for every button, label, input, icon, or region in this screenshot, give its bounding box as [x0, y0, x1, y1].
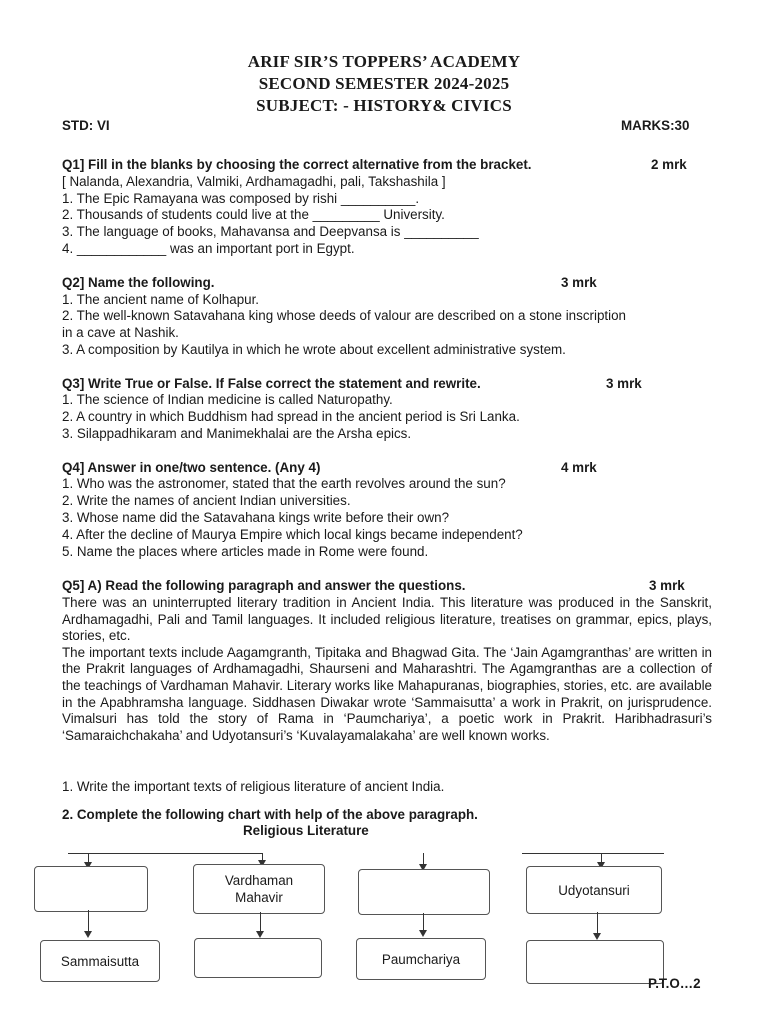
marks-label: MARKS:30: [621, 118, 690, 133]
q3-item-3: 3. Silappadhikaram and Manimekhalai are the Arsha epics.: [62, 426, 412, 441]
arrow-down-icon: [84, 931, 92, 938]
q4-title: Q4] Answer in one/two sentence. (Any 4): [62, 460, 321, 475]
chart-box-udyotansuri: [526, 866, 662, 914]
q1-title: Q1] Fill in the blanks by choosing the correct alternative from the bracket.: [62, 157, 532, 172]
q2-marks: 3 mrk: [561, 275, 597, 290]
q1-item-1: 1. The Epic Ramayana was composed by rishi __________.: [62, 191, 420, 206]
box-text-line2: Mahavir: [235, 890, 283, 905]
std-label: STD: VI: [62, 118, 110, 133]
academy-title: ARIF SIR’S TOPPERS’ ACADEMY: [247, 52, 521, 71]
q1-item-4: 4. ____________ was an important port in Egypt.: [62, 241, 355, 256]
chart-box-sammaisutta: [40, 940, 160, 982]
q5-question-1: 1. Write the important texts of religious literature of ancient India.: [62, 779, 445, 794]
chart-box-top-3[interactable]: [358, 869, 490, 915]
q2-item-2: 2. The well-known Satavahana king whose deeds of valour are described on a stone inscription: [62, 308, 626, 323]
box-text: Udyotansuri: [558, 882, 630, 898]
q2-title: Q2] Name the following.: [62, 275, 215, 290]
q1-marks: 2 mrk: [651, 157, 687, 172]
chart-top-connector-right: [522, 853, 664, 854]
q5-question-2: 2. Complete the following chart with help of the above paragraph.: [62, 807, 478, 822]
chart-box-top-1[interactable]: [34, 866, 148, 912]
arrow-down-icon: [593, 933, 601, 940]
chart-box-paumchariya: [356, 938, 486, 980]
q5-marks: 3 mrk: [649, 578, 685, 593]
box-text: Paumchariya: [381, 951, 461, 967]
arrow-down-icon: [419, 930, 427, 937]
q2-item-1: 1. The ancient name of Kolhapur.: [62, 292, 260, 307]
q5-paragraph-2: The important texts include Aagamgranth, Tipitaka and Bhagwad Gita. The ‘Jain Agamgranthas’ are written in the Prakrit languages of Ardhamagadhi, Shaurseni and Maharashtri. The Agamgranthas are a collection of the teachings of Vardhaman Mahavir. Literary works like Mahapuranas, biographies, stories, etc. are available in the Apabhramsha language. Siddhasen Diwakar wrote ‘Sammaisutta’ a work in Prakrit, on jurisprudence. Vimalsuri has told the story of Rama in ‘Paumchariya’, a poetic work in Prakrit. Haribhadrasuri’s ‘Samaraichchakaha’ and Udyotansuri’s ‘Kuvalayamalakaha’ are well known works.: [62, 644, 712, 743]
pto-label: P.T.O…2: [648, 976, 701, 991]
box-text-line1: Vardhaman: [224, 873, 294, 888]
chart-box-vardhaman: [193, 864, 325, 914]
q5-title: Q5] A) Read the following paragraph and answer the questions.: [62, 578, 466, 593]
q5-paragraph-1: There was an uninterrupted literary tradition in Ancient India. This literature was produced in the Sanskrit, Ardhamagadhi, Pali and Tamil languages. It included religious literature, treatises on grammar, epics, plays, stories, etc.: [62, 595, 712, 644]
q4-item-5: 5. Name the places where articles made in Rome were found.: [62, 544, 429, 559]
chart-box-bottom-2[interactable]: [194, 938, 322, 978]
q3-title: Q3] Write True or False. If False correct the statement and rewrite.: [62, 376, 481, 391]
q4-item-3: 3. Whose name did the Satavahana kings write before their own?: [62, 510, 450, 525]
q3-marks: 3 mrk: [606, 376, 642, 391]
q4-item-4: 4. After the decline of Maurya Empire which local kings became independent?: [62, 527, 523, 542]
chart-title: Religious Literature: [243, 823, 369, 838]
q5-paragraph: [62, 595, 712, 744]
q3-item-1: 1. The science of Indian medicine is called Naturopathy.: [62, 392, 393, 407]
q3-item-2: 2. A country in which Buddhism had spread in the ancient period is Sri Lanka.: [62, 409, 520, 424]
chart-top-connector: [68, 853, 263, 854]
subject-title: SUBJECT: - HISTORY& CIVICS: [256, 96, 512, 115]
q4-marks: 4 mrk: [561, 460, 597, 475]
q2-item-3: 3. A composition by Kautilya in which he wrote about excellent administrative system.: [62, 342, 566, 357]
q2-item-2-cont: in a cave at Nashik.: [62, 325, 179, 340]
q4-item-2: 2. Write the names of ancient Indian universities.: [62, 493, 351, 508]
chart-box-bottom-4[interactable]: [526, 940, 664, 984]
q1-item-2: 2. Thousands of students could live at the _________ University.: [62, 207, 445, 222]
q1-options: [ Nalanda, Alexandria, Valmiki, Ardhamagadhi, pali, Takshashila ]: [62, 174, 446, 189]
box-text: Sammaisutta: [60, 953, 140, 969]
arrow-down-icon: [256, 931, 264, 938]
q4-item-1: 1. Who was the astronomer, stated that the earth revolves around the sun?: [62, 476, 506, 491]
semester-title: SECOND SEMESTER 2024-2025: [258, 74, 510, 93]
q1-item-3: 3. The language of books, Mahavansa and Deepvansa is __________: [62, 224, 479, 239]
